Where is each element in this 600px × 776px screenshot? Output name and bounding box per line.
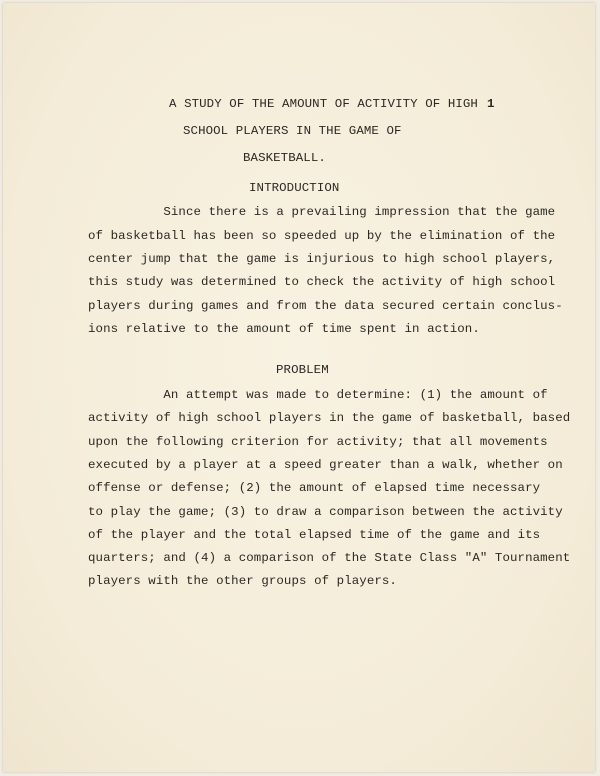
problem-line: activity of high school players in the game of basketball, based bbox=[88, 411, 571, 425]
problem-line: An attempt was made to determine: (1) the amount of bbox=[88, 388, 548, 402]
problem-line: offense or defense; (2) the amount of elapsed time necessary bbox=[88, 481, 541, 495]
problem-heading: PROBLEM bbox=[276, 363, 329, 377]
introduction-line: this study was determined to check the activity of high school bbox=[88, 275, 556, 289]
problem-line: players with the other groups of players. bbox=[88, 574, 397, 588]
introduction-line: center jump that the game is injurious to high school players, bbox=[88, 252, 556, 266]
typewritten-page bbox=[3, 3, 595, 772]
problem-line: quarters; and (4) a comparison of the State Class "A" Tournament bbox=[88, 551, 571, 565]
problem-line: upon the following criterion for activity; that all movements bbox=[88, 435, 548, 449]
problem-line: executed by a player at a speed greater than a walk, whether on bbox=[88, 458, 563, 472]
introduction-heading: INTRODUCTION bbox=[249, 181, 340, 195]
introduction-line: ions relative to the amount of time spent in action. bbox=[88, 322, 480, 336]
page-number: 1 bbox=[487, 97, 495, 111]
introduction-line: players during games and from the data secured certain conclus- bbox=[88, 299, 563, 313]
title-line-3: BASKETBALL. bbox=[243, 151, 326, 165]
title-line-2: SCHOOL PLAYERS IN THE GAME OF bbox=[183, 124, 402, 138]
introduction-line: of basketball has been so speeded up by the elimination of the bbox=[88, 229, 556, 243]
problem-line: of the player and the total elapsed time of the game and its bbox=[88, 528, 541, 542]
introduction-line: Since there is a prevailing impression that the game bbox=[88, 205, 556, 219]
title-line-1: A STUDY OF THE AMOUNT OF ACTIVITY OF HIGH bbox=[169, 97, 478, 111]
problem-line: to play the game; (3) to draw a comparison between the activity bbox=[88, 505, 563, 519]
